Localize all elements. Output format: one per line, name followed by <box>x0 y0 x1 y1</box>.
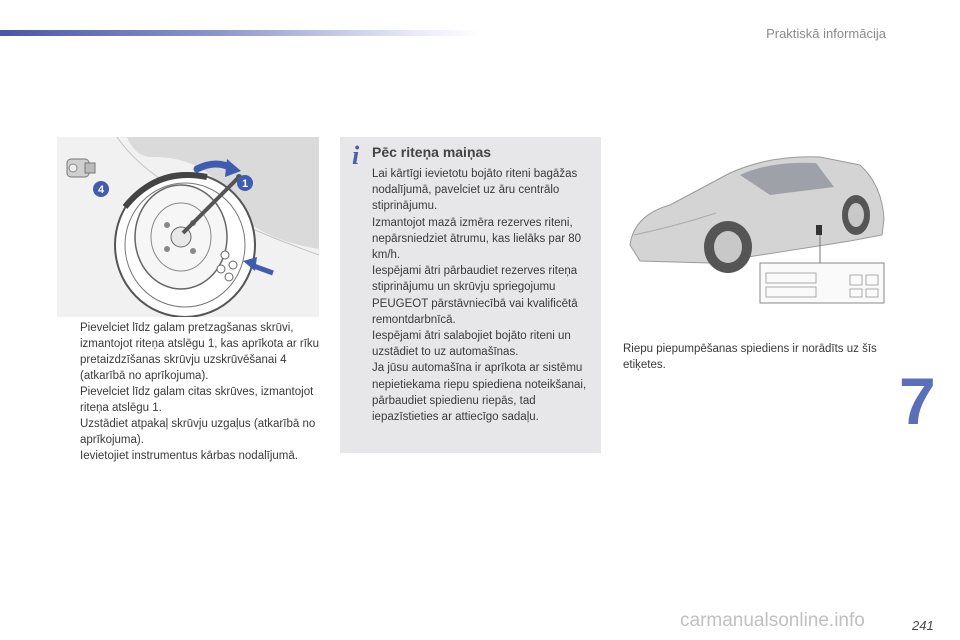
callout-1: 1 <box>241 178 249 190</box>
info-paragraph: Izmantojot mazā izmēra rezerves riteni, nepārsniedziet ātrumu, kas lielāks par 80 km/h. <box>372 216 582 262</box>
car-caption: Riepu piepumpēšanas spiediens ir norādīts uz šīs etiķetes. <box>623 343 877 371</box>
car-drawing <box>620 135 890 305</box>
callout-4: 4 <box>97 184 105 196</box>
info-box-title: Pēc riteņa maiņas <box>372 144 492 160</box>
antitheft-adapter <box>67 159 95 177</box>
info-box <box>340 137 601 453</box>
steps-list <box>60 320 322 464</box>
info-paragraph: Iespējami ātri pārbaudiet rezerves riteņa stiprinājumu un skrūvju spriegojumu PEUGEOT pārstāvniecībā vai kvalificētā remontdarbnīcā. <box>372 265 578 326</box>
info-icon: i <box>352 141 360 170</box>
page-number: 241 <box>912 618 934 633</box>
step-text: Pievelciet līdz galam pretzagšanas skrūvi, izmantojot riteņa atslēgu 1, kas aprīkota ar rīku pretaizdzīšanas skrūvju uzskrūvēšanai 4 (atkarībā no aprīkojuma). <box>80 322 320 382</box>
chapter-number: 7 <box>899 364 936 438</box>
section-title: Praktiskā informācija <box>766 26 886 41</box>
list-item <box>60 384 322 416</box>
step-text: Ievietojiet instrumentus kārbas nodalījumā. <box>80 450 298 462</box>
list-item <box>60 320 322 384</box>
tyre-pressure-label <box>760 263 884 303</box>
list-item <box>60 416 322 448</box>
label-marker <box>816 225 822 235</box>
info-paragraph: Lai kārtīgi ievietotu bojāto riteni bagāžas nodalījumā, pavelciet uz āru centrālo stiprinājumu. <box>372 168 578 213</box>
step-text: Pievelciet līdz galam citas skrūves, izmantojot riteņa atslēgu 1. <box>80 386 314 414</box>
car-illustration <box>620 135 890 305</box>
watermark: carmanualsonline.info <box>680 610 865 631</box>
wheel-illustration <box>57 137 319 317</box>
info-box-body <box>372 166 592 425</box>
step-text: Uzstādiet atpakaļ skrūvju uzgaļus (atkarībā no aprīkojuma). <box>80 418 316 446</box>
info-paragraph: Ja jūsu automašīna ir aprīkota ar sistēmu nepietiekama riepu spiediena noteikšanai, pārbaudiet spiedienu riepās, tad iepazīstieties ar attiecīgo sadaļu. <box>372 362 587 424</box>
list-item <box>60 448 322 464</box>
wheel-drawing <box>57 137 319 317</box>
info-paragraph: Iespējami ātri salabojiet bojāto riteni un uzstādiet to uz automašīnas. <box>372 330 571 359</box>
header-accent-bar <box>0 30 480 36</box>
